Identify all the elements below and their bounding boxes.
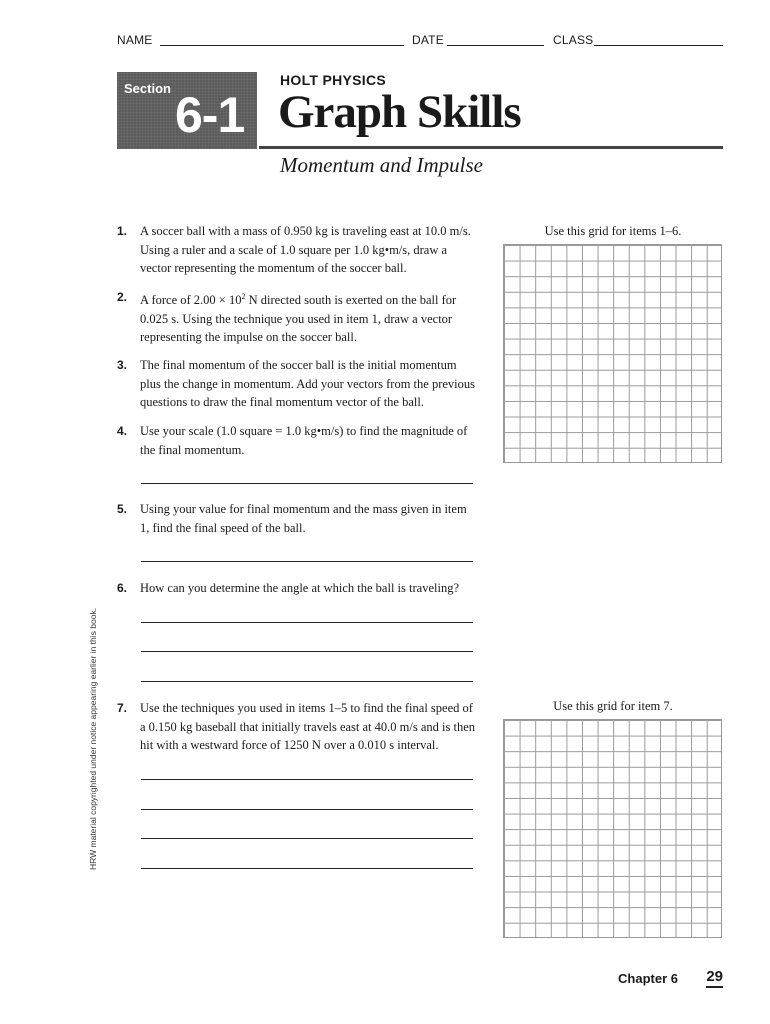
header-class-label: CLASS [553,33,594,47]
answer-line-6b[interactable] [141,651,473,652]
answer-line-7d[interactable] [141,868,473,869]
question-4 [117,422,477,459]
class-field[interactable] [594,45,723,46]
question-text: The final momentum of the soccer ball is the initial momentum plus the change in momentum. Add your vectors from the previous questions to draw the final momentum vector of the ball. [140,358,476,410]
title-rule [259,146,723,149]
question-number: 5. [117,502,128,516]
question-number: 1. [117,224,128,238]
answer-line-7a[interactable] [141,779,473,780]
question-text: Use your scale (1.0 square = 1.0 kg•m/s) to find the magnitude of the final momentum. [140,424,468,457]
answer-line-6c[interactable] [141,681,473,682]
date-field[interactable] [447,45,544,46]
chapter-label: Chapter 6 [618,971,678,986]
copyright-notice: HRW material copyrighted under notice appearing earlier in this book. [88,607,98,870]
question-text: How can you determine the angle at which the ball is traveling? [140,581,459,595]
answer-line-4[interactable] [141,483,473,484]
graph-grid-item-7[interactable] [503,719,722,938]
page-subtitle: Momentum and Impulse [280,153,483,177]
question-2 [117,288,477,347]
answer-line-6a[interactable] [141,622,473,623]
name-field[interactable] [160,45,404,46]
question-text: Using your value for final momentum and the mass given in item 1, find the final speed of the ball. [140,502,467,535]
section-number: 6-1 [175,87,245,143]
question-number: 2. [117,290,128,304]
question-text: Use the techniques you used in items 1–5 to find the final speed of a 0.150 kg baseball that initially travels east at 40.0 m/s and is then hit with a westward force of 1250 N over a 0.010 s interval. [140,701,475,753]
section-box [117,72,257,149]
question-text: A soccer ball with a mass of 0.950 kg is traveling east at 10.0 m/s. Using a ruler and a scale of 1.0 square per 1.0 kg•m/s, draw a vector representing the momentum of the soccer ball. [140,224,471,276]
question-number: 6. [117,581,128,595]
question-1 [117,222,477,278]
answer-line-7c[interactable] [141,838,473,839]
question-number: 4. [117,424,128,438]
grid-label-item-7: Use this grid for item 7. [553,699,673,713]
question-6 [117,579,477,598]
question-number: 3. [117,358,128,372]
answer-line-7b[interactable] [141,809,473,810]
grid-label-items-1-6: Use this grid for items 1–6. [544,224,682,238]
question-3 [117,356,477,412]
series-title: HOLT PHYSICS [280,72,387,88]
page-number: 29 [706,969,723,988]
question-5 [117,500,477,537]
header-name-label: NAME [117,33,153,47]
section-label: Section [124,81,171,96]
page-title: Graph Skills [278,86,521,138]
question-7 [117,699,477,755]
answer-line-5[interactable] [141,561,473,562]
graph-grid-items-1-6[interactable] [503,244,722,463]
header-date-label: DATE [412,33,444,47]
question-text: A force of $2.00 \times 10^2$ N directed south is exerted on the ball for 0.025 s. Using the technique you used in item 1, draw a vector representing the impulse on the soccer ball. [140,292,457,345]
question-number: 7. [117,701,128,715]
